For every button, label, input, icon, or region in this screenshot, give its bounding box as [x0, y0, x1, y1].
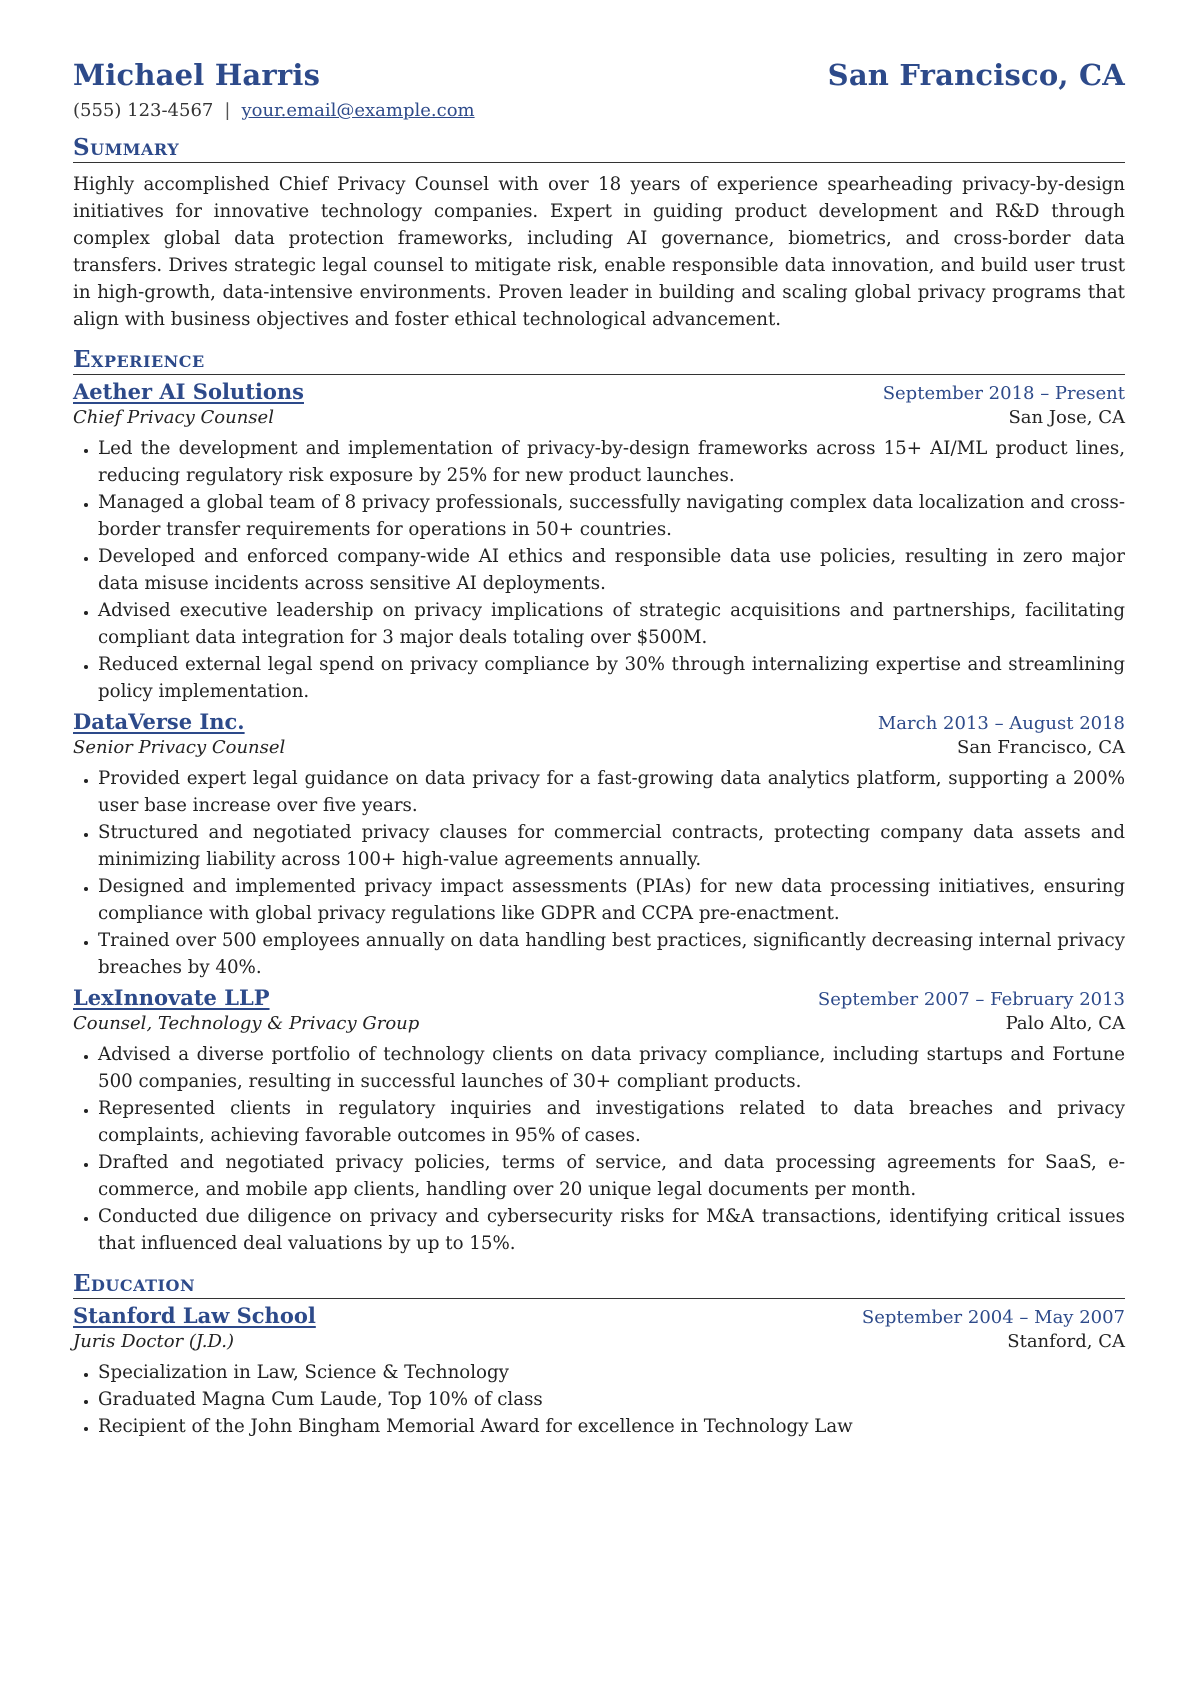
achievement-item: • Drafted and negotiated privacy policies, terms of service, and data processing agreements for SaaS, e-commerce, and mobile app clients, handling over 20 unique legal documents per month.	[98, 1149, 1125, 1203]
degree-title: Juris Doctor (J.D.)	[73, 1331, 234, 1352]
education-dates: September 2004 – May 2007	[861, 1307, 1125, 1328]
experience-entry	[73, 985, 1125, 1257]
contact-line	[73, 100, 1125, 121]
candidate-location: San Francisco, CA	[827, 58, 1125, 92]
achievement-item: • Provided expert legal guidance on data privacy for a fast-growing data analytics platform, supporting a 200% user base increase over five years.	[98, 765, 1125, 819]
achievement-item: • Designed and implemented privacy impact assessments (PIAs) for new data processing initiatives, ensuring compliance with global privacy regulations like GDPR and CCPA pre-enactment.	[98, 873, 1125, 927]
achievement-item: • Represented clients in regulatory inquiries and investigations related to data breaches and privacy complaints, achieving favorable outcomes in 95% of cases.	[98, 1095, 1125, 1149]
employer-name[interactable]: LexInnovate LLP	[73, 985, 270, 1010]
education-heading: Education	[73, 1271, 1125, 1299]
job-title: Counsel, Technology & Privacy Group	[73, 1013, 420, 1034]
employment-dates: September 2018 – Present	[882, 383, 1125, 404]
job-location: San Francisco, CA	[956, 737, 1125, 758]
employment-dates: September 2007 – February 2013	[817, 989, 1125, 1010]
education-details-list	[73, 1359, 1125, 1440]
summary-text: Highly accomplished Chief Privacy Counsel with over 18 years of experience spearheading privacy-by-design initiatives for innovative technology companies. Expert in guiding product development and R&D through complex global data protection frameworks, including AI governance, biometrics, and cross-border data transfers. Drives strategic legal counsel to mitigate risk, enable responsible data innovation, and build user trust in high-growth, data-intensive environments. Proven leader in building and scaling global privacy programs that align with business objectives and foster ethical technological advancement.	[73, 174, 1125, 330]
experience-entry	[73, 379, 1125, 705]
employment-dates: March 2013 – August 2018	[877, 713, 1125, 734]
achievement-item: • Reduced external legal spend on privacy compliance by 30% through internalizing expertise and streamlining policy implementation.	[98, 651, 1125, 705]
employer-name[interactable]: DataVerse Inc.	[73, 709, 245, 734]
experience-heading: Experience	[73, 347, 1125, 375]
achievement-list	[73, 435, 1125, 705]
contact-separator: |	[224, 100, 231, 121]
achievement-item: • Managed a global team of 8 privacy professionals, successfully navigating complex data localization and cross-border transfer requirements for operations in 50+ countries.	[98, 489, 1125, 543]
header-row	[73, 58, 1125, 92]
school-location: Stanford, CA	[1007, 1331, 1125, 1352]
experience-entry	[73, 709, 1125, 981]
achievement-list	[73, 765, 1125, 981]
achievement-item: • Advised executive leadership on privacy implications of strategic acquisitions and partnerships, facilitating compliant data integration for 3 major deals totaling over $500M.	[98, 597, 1125, 651]
achievement-list	[73, 1041, 1125, 1257]
phone-number: (555) 123-4567	[73, 100, 214, 121]
achievement-item: • Structured and negotiated privacy clauses for commercial contracts, protecting company data assets and minimizing liability across 100+ high-value agreements annually.	[98, 819, 1125, 873]
job-title: Chief Privacy Counsel	[73, 407, 274, 428]
candidate-name: Michael Harris	[73, 58, 321, 92]
job-title: Senior Privacy Counsel	[73, 737, 286, 758]
education-detail-item: • Specialization in Law, Science & Technology	[98, 1359, 1125, 1386]
achievement-item: • Conducted due diligence on privacy and cybersecurity risks for M&A transactions, identifying critical issues that influenced deal valuations by up to 15%.	[98, 1203, 1125, 1257]
achievement-item: • Advised a diverse portfolio of technology clients on data privacy compliance, including startups and Fortune 500 companies, resulting in successful launches of 30+ compliant products.	[98, 1041, 1125, 1095]
education-detail-item: • Graduated Magna Cum Laude, Top 10% of class	[98, 1386, 1125, 1413]
resume-page	[73, 58, 1125, 1440]
education-detail-item: • Recipient of the John Bingham Memorial Award for excellence in Technology Law	[98, 1413, 1125, 1440]
email-link[interactable]: your.email@example.com	[241, 100, 475, 121]
achievement-item: • Led the development and implementation of privacy-by-design frameworks across 15+ AI/ML product lines, reducing regulatory risk exposure by 25% for new product launches.	[98, 435, 1125, 489]
job-location: San Jose, CA	[1008, 407, 1125, 428]
achievement-item: • Trained over 500 employees annually on data handling best practices, significantly decreasing internal privacy breaches by 40%.	[98, 927, 1125, 981]
summary-heading: Summary	[73, 135, 1125, 163]
education-entry	[73, 1303, 1125, 1440]
employer-name[interactable]: Aether AI Solutions	[73, 379, 304, 404]
achievement-item: • Developed and enforced company-wide AI ethics and responsible data use policies, resulting in zero major data misuse incidents across sensitive AI deployments.	[98, 543, 1125, 597]
school-name[interactable]: Stanford Law School	[73, 1303, 316, 1328]
job-location: Palo Alto, CA	[1005, 1013, 1125, 1034]
